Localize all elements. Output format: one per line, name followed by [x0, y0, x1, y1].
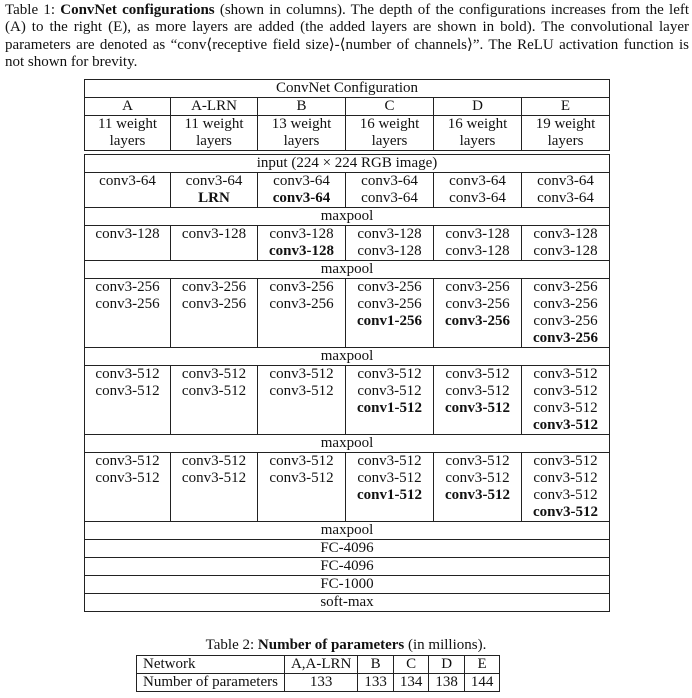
layer-entry: LRN: [198, 190, 230, 206]
layer-entry: conv3-256: [533, 330, 598, 346]
column-name: A-LRN: [171, 98, 258, 116]
layer-entry: conv3-512: [181, 453, 247, 469]
layer-entry: conv3-512: [445, 366, 510, 382]
layer-entry: conv3-512: [533, 453, 598, 469]
layer-entry: conv3-512: [533, 417, 598, 433]
layer-entry: conv3-128: [357, 226, 422, 242]
layer-entry: conv1-256: [357, 313, 422, 329]
conv-block-row: [85, 226, 610, 261]
column-name: C: [346, 98, 434, 116]
layer-entry: conv3-512: [181, 470, 247, 486]
caption-label: Table 1:: [5, 2, 55, 18]
column-depth: [258, 116, 346, 151]
tail-layer-row: [85, 522, 610, 540]
conv-block-row: [85, 279, 610, 348]
layer-entry: conv3-512: [269, 366, 334, 382]
depth-line: 16 weight: [359, 116, 420, 132]
layer-entry: conv3-512: [445, 400, 510, 416]
conv-cell: [434, 173, 522, 208]
layer-entry: conv3-256: [181, 279, 247, 295]
layer-entry: conv3-64: [361, 173, 418, 189]
column-depth: [171, 116, 258, 151]
tail-layer: maxpool: [85, 522, 610, 540]
layer-entry: conv3-64: [449, 173, 506, 189]
table2-cell: 133: [284, 674, 357, 692]
tail-layer: FC-4096: [85, 558, 610, 576]
layer-entry: conv3-64: [361, 190, 418, 206]
conv-cell: [346, 453, 434, 522]
conv-cell: [258, 226, 346, 261]
conv-cell: [258, 453, 346, 522]
layer-entry: conv3-128: [181, 226, 247, 242]
layer-entry: conv3-256: [533, 313, 598, 329]
column-depth-row: [85, 116, 610, 151]
column-name: D: [434, 98, 522, 116]
layer-entry: conv3-512: [95, 470, 160, 486]
layer-entry: conv3-512: [269, 453, 334, 469]
table2-header-row: [137, 656, 500, 674]
layer-entry: conv3-512: [533, 383, 598, 399]
conv-cell: [434, 279, 522, 348]
layer-entry: conv3-64: [273, 173, 330, 189]
column-names-row: [85, 98, 610, 116]
conv-cell: [85, 173, 171, 208]
conv-cell: [85, 453, 171, 522]
conv-cell: [434, 366, 522, 435]
parameter-count-table: [136, 655, 500, 692]
conv-cell: [522, 173, 610, 208]
layer-entry: conv3-512: [533, 487, 598, 503]
conv-cell: [522, 453, 610, 522]
conv-cell: [258, 279, 346, 348]
layer-entry: conv3-128: [533, 226, 598, 242]
layer-entry: conv3-64: [185, 173, 243, 189]
layer-entry: conv3-128: [357, 243, 422, 259]
conv-block-row: [85, 366, 610, 435]
conv-cell: [258, 173, 346, 208]
conv-cell: [85, 226, 171, 261]
table2-cell: Number of parameters: [137, 674, 285, 692]
layer-entry: conv3-256: [181, 296, 247, 312]
layer-entry: conv3-512: [95, 453, 160, 469]
layer-entry: conv1-512: [357, 400, 422, 416]
column-depth: [522, 116, 610, 151]
table2-cell: C: [393, 656, 429, 674]
convnet-config-table: [84, 79, 610, 612]
layer-entry: conv3-512: [533, 504, 598, 520]
tail-layer-row: [85, 558, 610, 576]
layer-entry: conv3-128: [269, 243, 334, 259]
maxpool-layer: maxpool: [85, 435, 610, 453]
conv-cell: [171, 366, 258, 435]
depth-line: layers: [283, 133, 320, 149]
column-name: A: [85, 98, 171, 116]
maxpool-layer: maxpool: [85, 261, 610, 279]
depth-line: layers: [459, 133, 496, 149]
depth-line: 11 weight: [97, 116, 158, 132]
maxpool-layer: maxpool: [85, 348, 610, 366]
layer-entry: conv3-512: [269, 470, 334, 486]
conv-cell: [258, 366, 346, 435]
table-title-row: [85, 80, 610, 98]
column-depth: [434, 116, 522, 151]
conv-cell: [346, 226, 434, 261]
layer-entry: conv3-64: [99, 173, 156, 189]
maxpool-layer: maxpool: [85, 208, 610, 226]
table2-cell: E: [464, 656, 500, 674]
table2-cell: B: [358, 656, 394, 674]
column-depth: [85, 116, 171, 151]
layer-entry: conv3-512: [357, 470, 422, 486]
layer-entry: conv3-256: [357, 296, 422, 312]
conv-cell: [85, 366, 171, 435]
layer-entry: conv3-512: [95, 366, 160, 382]
conv-block-row: [85, 453, 610, 522]
layer-entry: conv3-512: [533, 366, 598, 382]
depth-line: 11 weight: [184, 116, 244, 132]
layer-entry: conv3-64: [272, 190, 331, 206]
layer-entry: conv3-512: [533, 400, 598, 416]
table2-cell: 133: [358, 674, 394, 692]
layer-entry: conv3-128: [95, 226, 160, 242]
layer-entry: conv3-256: [357, 279, 422, 295]
layer-entry: conv3-64: [537, 173, 594, 189]
caption2-bold: Number of parameters: [257, 637, 405, 653]
column-depth: [346, 116, 434, 151]
table2-cell: 138: [429, 674, 465, 692]
input-layer: input (224 × 224 RGB image): [85, 155, 610, 173]
table1-caption: [5, 2, 689, 72]
conv-cell: [171, 173, 258, 208]
column-name: B: [258, 98, 346, 116]
depth-line: layers: [371, 133, 408, 149]
caption-bold: ConvNet configurations: [60, 2, 215, 18]
table2-cell: 134: [393, 674, 429, 692]
layer-entry: conv3-64: [537, 190, 594, 206]
conv-block-row: [85, 173, 610, 208]
layer-entry: conv3-256: [533, 279, 598, 295]
layer-entry: conv3-128: [533, 243, 598, 259]
layer-entry: conv3-512: [357, 383, 422, 399]
tail-layer: FC-4096: [85, 540, 610, 558]
column-name: E: [522, 98, 610, 116]
conv-cell: [522, 366, 610, 435]
layer-entry: conv3-512: [445, 453, 510, 469]
conv-cell: [346, 366, 434, 435]
table2-cell: D: [429, 656, 465, 674]
table2-cell: Network: [137, 656, 285, 674]
conv-cell: [171, 279, 258, 348]
layer-entry: conv1-512: [357, 487, 422, 503]
conv-cell: [434, 453, 522, 522]
tail-layer: FC-1000: [85, 576, 610, 594]
layer-entry: conv3-256: [95, 296, 160, 312]
tail-layer-row: [85, 594, 610, 612]
conv-cell: [522, 279, 610, 348]
caption2-label: Table 2:: [205, 637, 258, 653]
depth-line: layers: [109, 133, 146, 149]
conv-cell: [522, 226, 610, 261]
table2-data-row: [137, 674, 500, 692]
conv-cell: [171, 453, 258, 522]
tail-layer-row: [85, 540, 610, 558]
depth-line: layers: [547, 133, 584, 149]
table2-caption: [0, 637, 692, 654]
maxpool-layer-row: [85, 208, 610, 226]
conv-cell: [171, 226, 258, 261]
layer-entry: conv3-512: [181, 383, 247, 399]
maxpool-layer-row: [85, 435, 610, 453]
layer-entry: conv3-512: [445, 470, 510, 486]
depth-line: 19 weight: [535, 116, 596, 132]
layer-entry: conv3-256: [269, 279, 334, 295]
depth-line: 16 weight: [447, 116, 508, 132]
input-layer-row: [85, 155, 610, 173]
tail-layer-row: [85, 576, 610, 594]
layer-entry: conv3-512: [181, 366, 247, 382]
layer-entry: conv3-256: [445, 279, 510, 295]
maxpool-layer-row: [85, 261, 610, 279]
layer-entry: conv3-256: [445, 313, 510, 329]
layer-entry: conv3-128: [445, 226, 510, 242]
layer-entry: conv3-512: [533, 470, 598, 486]
layer-entry: conv3-512: [357, 366, 422, 382]
conv-cell: [346, 173, 434, 208]
layer-entry: conv3-512: [445, 383, 510, 399]
layer-entry: conv3-512: [95, 383, 160, 399]
table2-cell: A,A-LRN: [284, 656, 357, 674]
layer-entry: conv3-128: [269, 226, 334, 242]
layer-entry: conv3-512: [357, 453, 422, 469]
maxpool-layer-row: [85, 348, 610, 366]
layer-entry: conv3-256: [95, 279, 160, 295]
layer-entry: conv3-64: [449, 190, 506, 206]
caption2-text: (in millions).: [404, 637, 487, 653]
layer-entry: conv3-256: [445, 296, 510, 312]
tail-layer: soft-max: [85, 594, 610, 612]
conv-cell: [85, 279, 171, 348]
layer-entry: conv3-128: [445, 243, 510, 259]
layer-entry: conv3-256: [269, 296, 334, 312]
depth-line: 13 weight: [271, 116, 332, 132]
depth-line: layers: [196, 133, 232, 149]
conv-cell: [346, 279, 434, 348]
layer-entry: conv3-512: [269, 383, 334, 399]
layer-entry: conv3-256: [533, 296, 598, 312]
table2-cell: 144: [464, 674, 500, 692]
table-title: ConvNet Configuration: [85, 80, 610, 98]
caption-text: (shown in columns). The depth of the configurations increases from the left (A) to the right (E), as more layers are added (the added layers are shown in bold). The convolutional layer parameters are denoted as “conv⟨receptive field size⟩-⟨number of channels⟩”. The ReLU activation function is not shown for brevity.: [5, 2, 690, 71]
conv-cell: [434, 226, 522, 261]
layer-entry: conv3-512: [445, 487, 510, 503]
